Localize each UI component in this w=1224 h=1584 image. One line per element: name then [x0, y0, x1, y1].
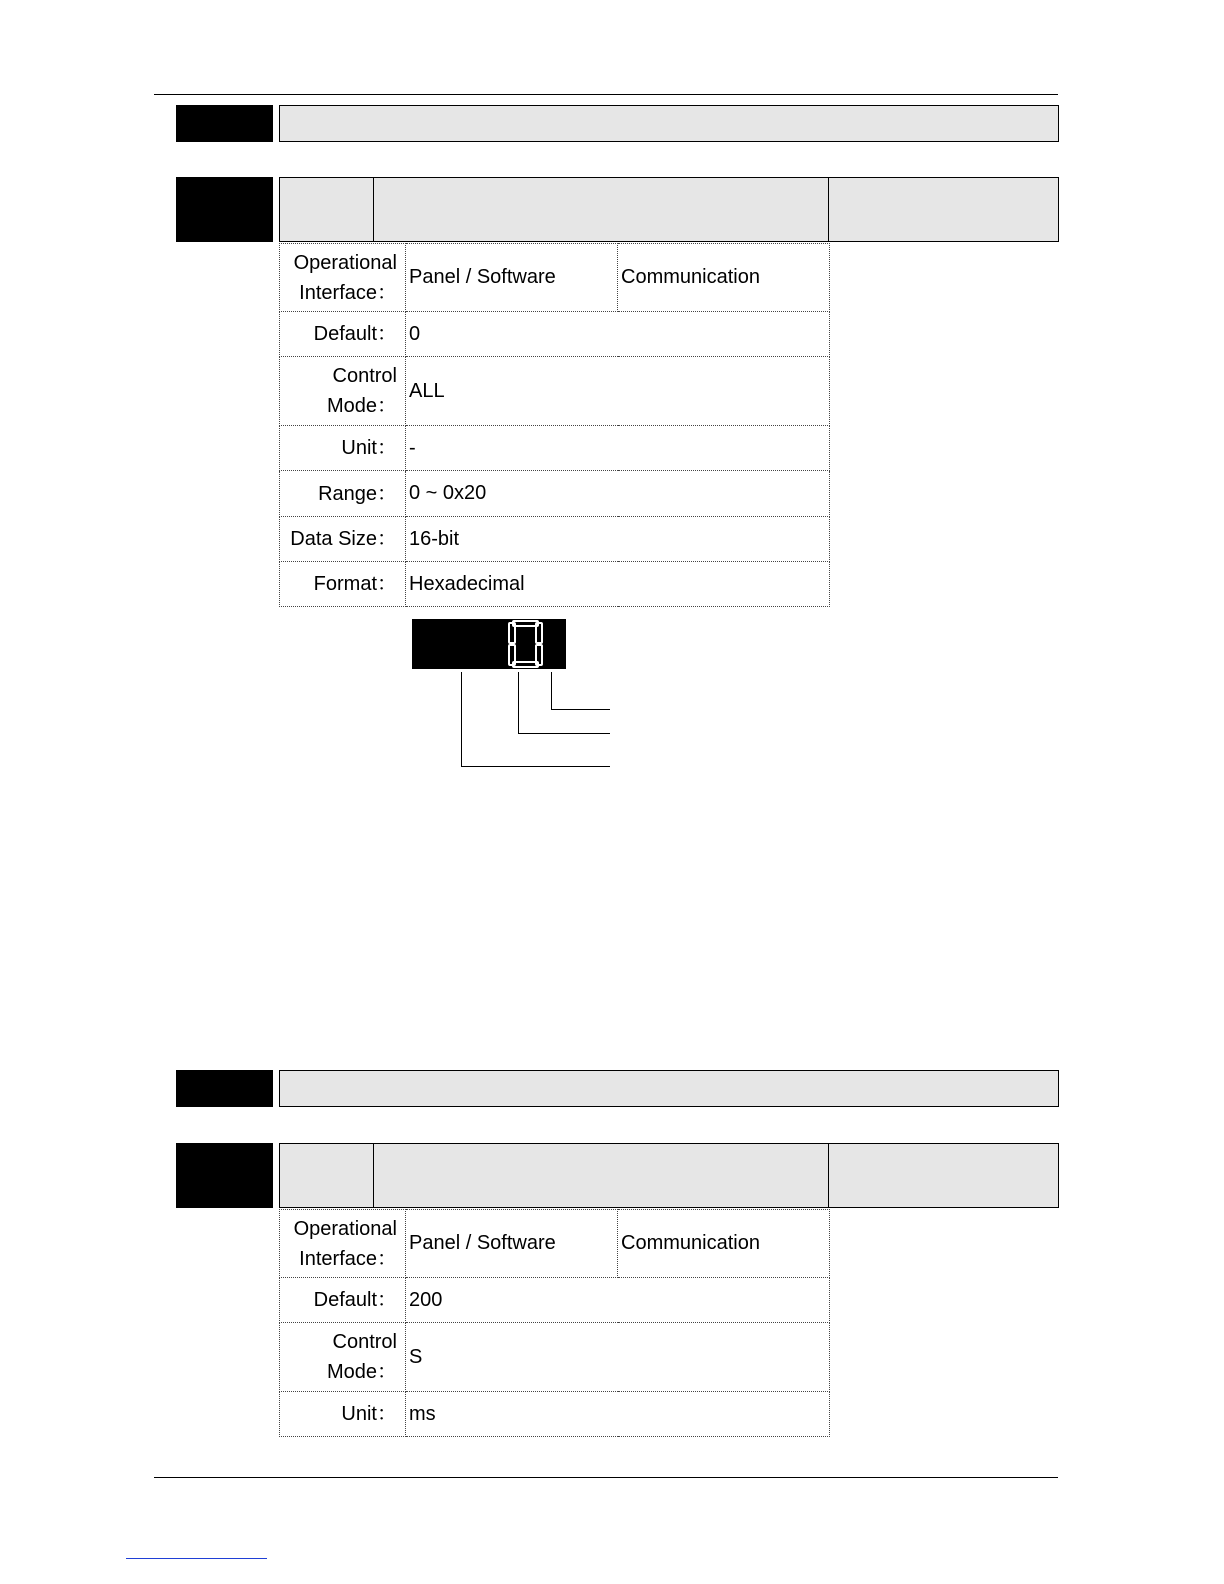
param-value: 0 ~ 0x20: [406, 471, 830, 517]
param-row-interface: [280, 244, 830, 312]
header-divider: [373, 178, 374, 241]
param-label: Default：: [280, 1278, 406, 1323]
param-value: 16-bit: [406, 517, 830, 562]
footer-link-underline[interactable]: [126, 1558, 267, 1559]
param-label: Operational Interface：: [280, 1210, 406, 1278]
param-row-unit: [280, 426, 830, 471]
parameter-table-1: [279, 243, 830, 607]
param-label: Range：: [280, 471, 406, 517]
parameter-table-2: [279, 1209, 830, 1437]
parameter-title-bar-1: [279, 105, 1059, 142]
parameter-code-block-2: [176, 1070, 273, 1107]
param-label: Operational Interface：: [280, 244, 406, 312]
param-value: ALL: [406, 357, 830, 426]
param-label: Unit：: [280, 426, 406, 471]
param-value: ms: [406, 1392, 830, 1437]
param-label: Control Mode：: [280, 1323, 406, 1392]
param-value: -: [406, 426, 830, 471]
param-label: Format：: [280, 562, 406, 607]
digit-leader-line: [461, 672, 610, 767]
segment-digit-icon: [412, 619, 566, 669]
param-row-data-size: [280, 517, 830, 562]
header-divider: [373, 1144, 374, 1207]
param-value: Communication: [618, 1210, 830, 1278]
param-value: Panel / Software: [406, 244, 618, 312]
param-value: 0: [406, 312, 830, 357]
header-divider: [828, 178, 829, 241]
param-row-interface: [280, 1210, 830, 1278]
param-value: 200: [406, 1278, 830, 1323]
parameter-address-block-2: [176, 1143, 273, 1208]
param-row-control-mode: [280, 1323, 830, 1392]
header-divider: [828, 1144, 829, 1207]
parameter-title-bar-2: [279, 1070, 1059, 1107]
param-row-default: [280, 312, 830, 357]
param-value: Panel / Software: [406, 1210, 618, 1278]
param-row-range: [280, 471, 830, 517]
parameter-header-row-2: [279, 1143, 1059, 1208]
param-row-format: [280, 562, 830, 607]
param-label: Default：: [280, 312, 406, 357]
param-row-unit: [280, 1392, 830, 1437]
param-label: Data Size：: [280, 517, 406, 562]
parameter-address-block-1: [176, 177, 273, 242]
param-value: Communication: [618, 244, 830, 312]
param-row-control-mode: [280, 357, 830, 426]
footer-rule: [154, 1477, 1058, 1478]
seven-segment-display: [412, 619, 566, 669]
param-label: Unit：: [280, 1392, 406, 1437]
param-row-default: [280, 1278, 830, 1323]
param-value: S: [406, 1323, 830, 1392]
header-rule: [154, 94, 1058, 95]
parameter-header-row-1: [279, 177, 1059, 242]
param-label: Control Mode：: [280, 357, 406, 426]
param-value: Hexadecimal: [406, 562, 830, 607]
parameter-code-block-1: [176, 105, 273, 142]
